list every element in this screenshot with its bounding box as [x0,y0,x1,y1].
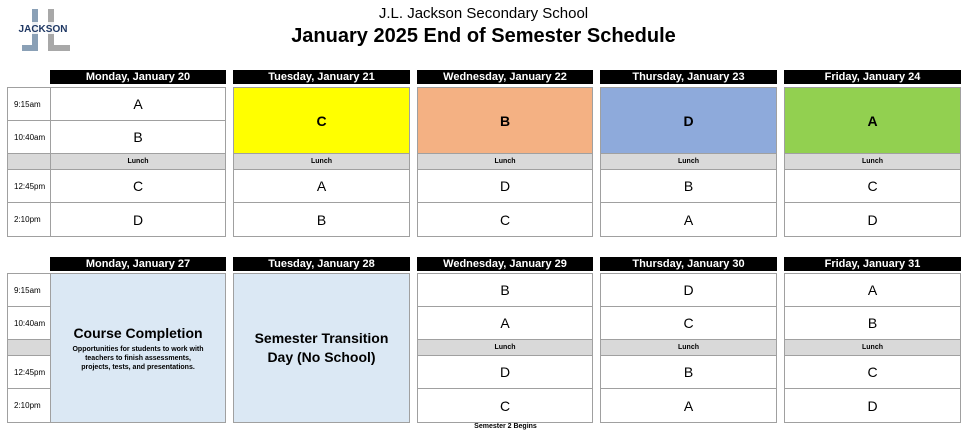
lunch-cell: Lunch [784,339,961,356]
course-completion-block [50,273,226,423]
lunch-cell: Lunch [417,153,593,170]
school-name: J.L. Jackson Secondary School [378,5,589,22]
day-tuesday-jan-28 [233,257,410,423]
period-cell: C [784,355,961,389]
period-cell: D [784,388,961,423]
time-label: 9:15am [7,273,51,307]
morning-block: C [233,87,410,154]
lunch-cell: Lunch [417,339,593,356]
period-cell: D [784,202,961,237]
period-cell: A [600,202,777,237]
period-cell: A [784,273,961,307]
period-cell: D [50,202,226,237]
period-cell: C [417,202,593,237]
time-label: 10:40am [7,120,51,154]
lunch-cell: Lunch [233,153,410,170]
day-monday-jan-20 [7,70,226,237]
period-cell: A [50,87,226,121]
period-cell: D [417,169,593,203]
day-header: Tuesday, January 21 [233,70,410,84]
day-header: Thursday, January 23 [600,70,777,84]
day-header: Wednesday, January 29 [417,257,593,271]
day-header: Tuesday, January 28 [233,257,410,271]
day-thursday-jan-23 [600,70,777,237]
morning-block: A [784,87,961,154]
period-cell: B [784,306,961,340]
period-cell: B [233,202,410,237]
time-label: 10:40am [7,306,51,340]
day-header: Friday, January 31 [784,257,961,271]
day-tuesday-jan-21 [233,70,410,237]
period-cell: B [600,169,777,203]
period-cell: C [784,169,961,203]
page-title: January 2025 End of Semester Schedule [291,25,676,47]
block-description: Opportunities for students to work with teachers to finish assessments, projects, tests, and presentations. [72,346,204,371]
day-header: Monday, January 27 [50,257,226,271]
day-wednesday-jan-22 [417,70,593,237]
period-cell: A [233,169,410,203]
period-cell: B [600,355,777,389]
day-friday-jan-31 [784,257,961,423]
transition-day-block [233,273,410,423]
period-cell: D [417,355,593,389]
block-title: Semester Transition Day (No School) [254,330,389,365]
semester-2-note: Semester 2 Begins [474,423,537,430]
period-cell: A [600,388,777,423]
time-label: 2:10pm [7,388,51,423]
lunch-cell: Lunch [600,153,777,170]
block-title: Course Completion [73,325,203,341]
time-label: 9:15am [7,87,51,121]
day-header: Friday, January 24 [784,70,961,84]
time-label: 12:45pm [7,169,51,203]
time-label: 12:45pm [7,355,51,389]
day-thursday-jan-30 [600,257,777,423]
period-cell: D [600,273,777,307]
day-header: Monday, January 20 [50,70,226,84]
time-label: 2:10pm [7,202,51,237]
day-wednesday-jan-29 [417,257,593,423]
logo-text: JACKSON [18,24,68,35]
period-cell: C [50,169,226,203]
lunch-spacer [7,153,51,170]
lunch-cell: Lunch [784,153,961,170]
lunch-spacer [7,339,51,356]
period-cell: B [417,273,593,307]
day-header: Thursday, January 30 [600,257,777,271]
period-cell: A [417,306,593,340]
period-cell: C [417,388,593,423]
period-cell: C [600,306,777,340]
lunch-cell: Lunch [50,153,226,170]
morning-block: B [417,87,593,154]
lunch-cell: Lunch [600,339,777,356]
morning-block: D [600,87,777,154]
day-friday-jan-24 [784,70,961,237]
day-header: Wednesday, January 22 [417,70,593,84]
day-monday-jan-27 [7,257,226,423]
period-cell: B [50,120,226,154]
